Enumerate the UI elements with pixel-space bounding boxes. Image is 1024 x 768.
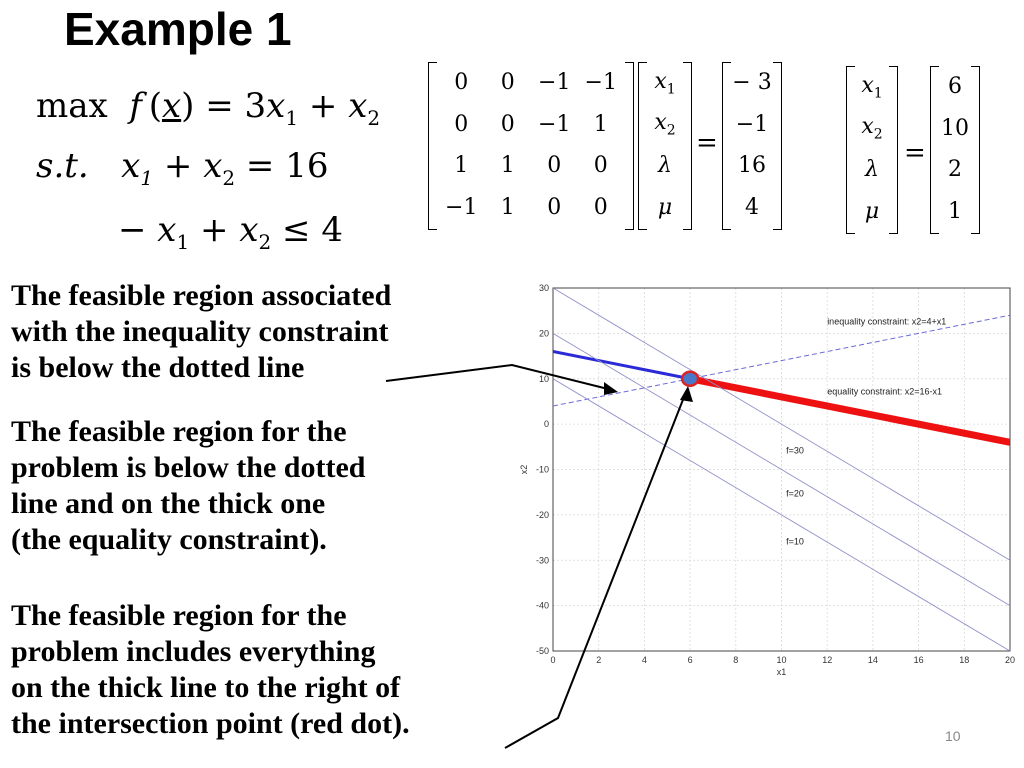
vector-cell: λ [865,157,879,183]
vector-cell: $x_1$ [654,68,676,97]
matrix-cell: −1 [538,111,571,137]
vector-cell: 4 [745,194,759,220]
text-line: The feasible region associated [11,279,392,312]
vector-cell: μ [657,194,673,220]
equals-sign-2: = [904,138,926,168]
matrix-cell: 1 [500,194,515,220]
equals-sign: = [696,128,718,158]
matrix-cell: 1 [454,153,469,179]
x-tick-label: 12 [822,655,833,665]
text-line: The feasible region for the [11,415,347,448]
matrix-cell: 0 [454,111,469,137]
x-tick-label: 8 [733,655,739,665]
vector-cell: 1 [948,198,962,224]
matrix-cell: 0 [500,111,515,137]
annotation-label: f=30 [786,445,804,456]
matrix-cell: 0 [593,153,608,179]
vector-cell: $x_1$ [861,72,883,101]
annotation-label: f=20 [786,488,804,499]
matrix-cell: −1 [445,194,478,220]
text-line: The feasible region for the [11,599,347,632]
slide-title: Example 1 [64,3,292,55]
annotation-label: equality constraint: x2=16-x1 [827,386,943,397]
matrix-cell: 0 [454,70,469,96]
vector-cell: 2 [948,157,962,183]
text-line: line and on the thick one [11,487,326,520]
text-line: problem is below the dotted [11,451,366,484]
y-tick-label: -20 [535,509,549,520]
intersection-point [682,372,698,386]
matrix-cell: −1 [584,70,617,96]
vector-cell: 10 [941,115,969,141]
y-axis-label: x2 [519,464,529,475]
page-number: 10 [945,728,961,744]
max-keyword: max [36,86,108,126]
inequality-constraint-line: − $x_1 + x_2 \le 4$ [118,210,343,254]
text-line: is below the dotted line [11,351,305,384]
y-tick-label: -30 [535,555,549,566]
y-tick-label: -50 [535,646,549,656]
x-tick-label: 6 [687,655,693,665]
text-line: (the equality constraint). [11,523,327,556]
matrix-cell: 0 [547,194,562,220]
y-tick-label: -10 [535,464,549,475]
x-tick-label: 2 [596,655,602,665]
y-tick-label: 30 [538,283,549,293]
matrix-cell: 0 [593,194,608,220]
y-tick-label: 10 [538,373,549,384]
matrix-cell: 0 [500,70,515,96]
x-tick-label: 16 [913,655,924,665]
x-tick-label: 14 [867,655,878,665]
text-line: problem includes everything [11,635,376,668]
x-tick-label: 18 [959,655,970,665]
vector-cell: $x_2$ [861,114,883,143]
equality-constraint-line: s.t. $x_1 + x_2 = 16$ [36,146,329,190]
x-tick-label: 10 [776,655,787,665]
y-tick-label: 20 [538,328,549,339]
matrix-cell: 1 [500,153,515,179]
annotation-label: f=10 [786,536,804,547]
vector-cell: λ [658,153,672,179]
vector-cell: 16 [738,153,766,179]
y-tick-label: -40 [535,600,549,611]
vector-cell: 6 [948,74,962,100]
matrix-cell: 1 [593,111,608,137]
x-axis-label: x1 [776,667,787,677]
inequality-rhs: 4 [321,210,343,250]
x-tick-label: 4 [641,655,647,665]
y-tick-label: 0 [543,419,549,430]
x-tick-label: 20 [1004,655,1016,665]
x-tick-label: 0 [550,655,556,665]
vector-cell: $x_2$ [654,110,676,139]
text-line: the intersection point (red dot). [11,707,410,740]
annotation-label: inequality constraint: x2=4+x1 [827,316,947,327]
vector-cell: −1 [735,111,769,137]
equality-rhs: 16 [285,146,329,186]
objective-line: max f $(x) = 3x_1 + x_2$ [36,86,381,130]
text-line: on the thick line to the right of [11,671,401,704]
text-line: with the inequality constraint [11,315,389,348]
vector-cell: − 3 [732,70,772,96]
matrix-cell: −1 [538,70,571,96]
matrix-cell: 0 [547,153,562,179]
st-keyword: s.t. [36,146,89,186]
vector-cell: μ [864,198,880,224]
